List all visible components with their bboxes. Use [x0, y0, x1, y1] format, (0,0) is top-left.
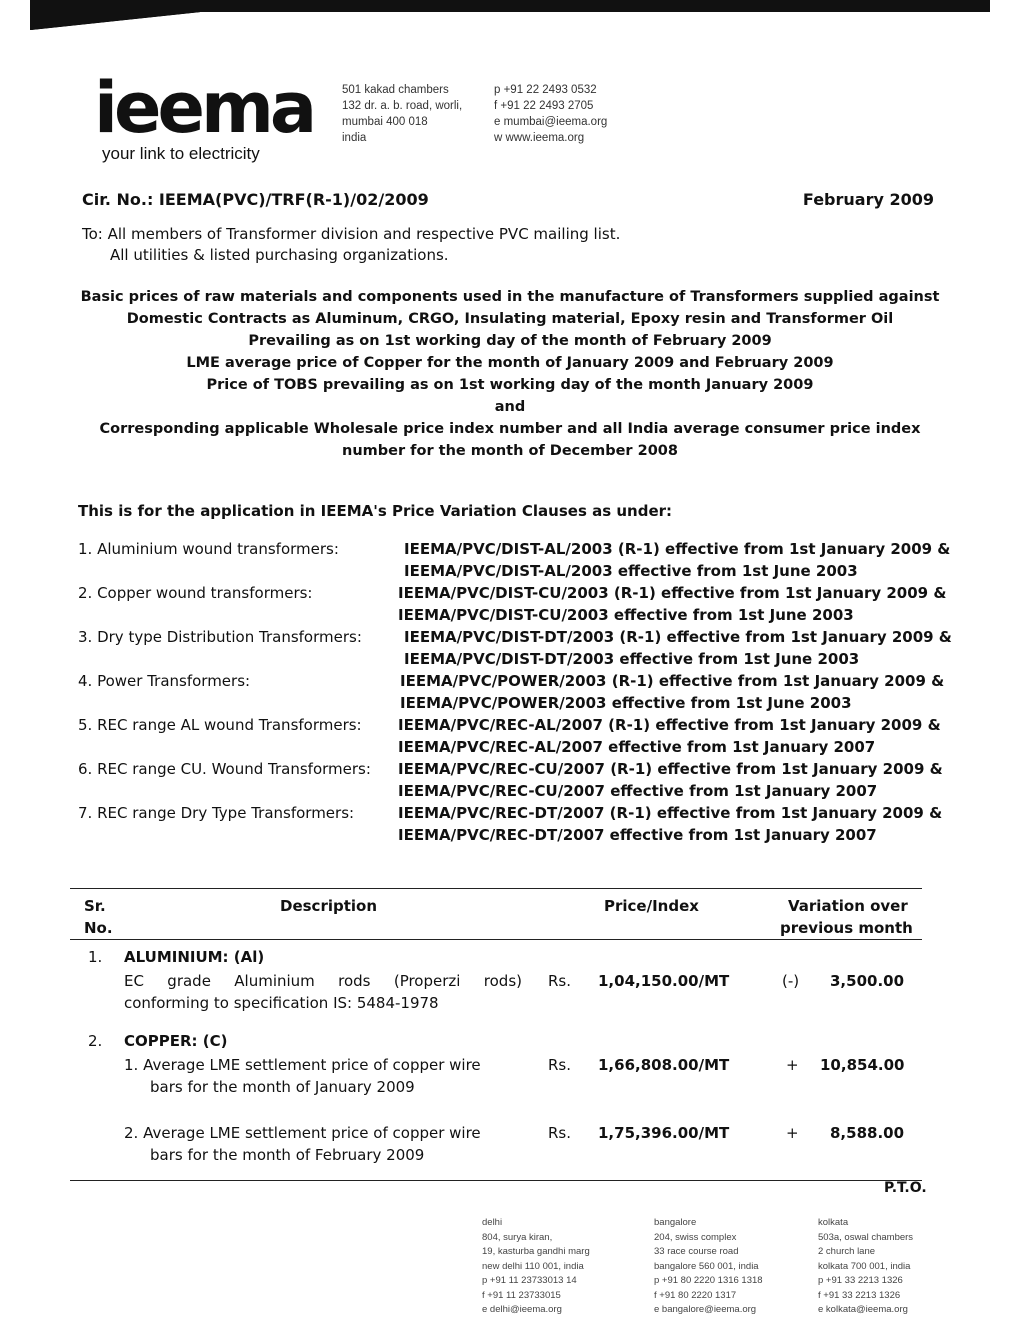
item-description: EC grade Aluminium rods (Properzi rods) [124, 972, 522, 990]
clause-item: 3. Dry type Distribution Transformers: IEEMA/PVC/DIST-DT/2003 (R-1) effective from 1st January 2009 & IEEMA/PVC/DIST-DT/2003 effective from 1st June 2003 [78, 628, 952, 668]
table-section-copper: 2. COPPER: (C) 1. Average LME settlement price of copper wire bars for the month of January 2009 Rs. 1,66,808.00/MT + 10,854.00 [88, 1032, 905, 1096]
scan-corner-shadow [30, 12, 200, 30]
footer-kolkata-office: kolkata 503a, oswal chambers 2 church lane kolkata 700 001, india p +91 33 2213 1326 f +91 33 2213 1326 e kolkata@ieema.org [818, 1216, 913, 1318]
table-section-aluminium: 1. ALUMINIUM: (Al) EC grade Aluminium rods (Properzi rods) conforming to specification IS: 5484-1978 Rs. 1,04,150.00/MT (-) 3,500.00 [88, 948, 905, 1012]
clause-item: 2. Copper wound transformers: IEEMA/PVC/DIST-CU/2003 (R-1) effective from 1st January 2009 & IEEMA/PVC/DIST-CU/2003 effective from 1st June 2003 [78, 584, 947, 624]
footer-delhi-office: delhi 804, surya kiran, 19, kasturba gandhi marg new delhi 110 001, india p +91 11 23733013 14 f +91 11 23733015 e delhi@ieema.org [482, 1216, 590, 1318]
circular-number: Cir. No.: IEEMA(PVC)/TRF(R-1)/02/2009 [82, 190, 429, 209]
email-link[interactable]: e delhi@ieema.org [482, 1304, 562, 1315]
email-link[interactable]: e kolkata@ieema.org [818, 1304, 908, 1315]
table-header [70, 889, 922, 939]
recipients: To: All members of Transformer division and respective PVC mailing list. All utilities & listed purchasing organizations. [82, 225, 621, 264]
logo-tagline: your link to electricity [102, 144, 260, 163]
phone-number: p +91 22 2493 0532 [494, 84, 597, 96]
circular-date: February 2009 [802, 190, 934, 209]
item-description: 2. Average LME settlement price of copper wire [124, 1124, 481, 1142]
table-bottom-rule [70, 1180, 922, 1181]
clause-item: 7. REC range Dry Type Transformers: IEEMA/PVC/REC-DT/2007 (R-1) effective from 1st January 2009 & IEEMA/PVC/REC-DT/2007 effective from 1st January 2007 [78, 804, 943, 844]
item-price: 1,75,396.00/MT [598, 1124, 730, 1142]
header-description: Description [280, 897, 378, 915]
clause-item: 6. REC range CU. Wound Transformers: IEEMA/PVC/REC-CU/2007 (R-1) effective from 1st January 2009 & IEEMA/PVC/REC-CU/2007 effective from 1st January 2007 [78, 760, 943, 800]
header-sr: Sr. [84, 897, 106, 915]
scan-top-edge [30, 0, 990, 12]
header-variation: Variation over [788, 897, 908, 915]
item-description: 1. Average LME settlement price of copper wire [124, 1056, 481, 1074]
clause-item: 5. REC range AL wound Transformers: IEEMA/PVC/REC-AL/2007 (R-1) effective from 1st January 2009 & IEEMA/PVC/REC-AL/2007 effective from 1st January 2007 [78, 716, 941, 756]
item-variation: 8,588.00 [830, 1124, 905, 1142]
email-link[interactable]: e mumbai@ieema.org [494, 116, 608, 128]
item-price: 1,66,808.00/MT [598, 1056, 730, 1074]
section-title: COPPER: (C) [124, 1032, 228, 1050]
header-variation-sub: previous month [780, 919, 913, 937]
mumbai-contacts [494, 82, 607, 146]
mumbai-address: 501 kakad chambers 132 dr. a. b. road, worli, mumbai 400 018 india [342, 84, 463, 144]
table-row-copper-feb: 2. Average LME settlement price of copper wire bars for the month of February 2009 Rs. 1,75,396.00/MT + 8,588.00 [124, 1124, 905, 1164]
clause-item: 4. Power Transformers: IEEMA/PVC/POWER/2003 (R-1) effective from 1st January 2009 & IEEMA/PVC/POWER/2003 effective from 1st June 2003 [78, 672, 945, 712]
item-variation: 10,854.00 [820, 1056, 905, 1074]
clause-item: 1. Aluminium wound transformers: IEEMA/PVC/DIST-AL/2003 (R-1) effective from 1st January 2009 & IEEMA/PVC/DIST-AL/2003 effective from 1st June 2003 [78, 540, 951, 580]
ieema-logo [94, 67, 314, 164]
section-title: ALUMINIUM: (Al) [124, 948, 265, 966]
header-no: No. [84, 919, 113, 937]
footer-bangalore-office: bangalore 204, swiss complex 33 race course road bangalore 560 001, india p +91 80 2220 1316 1318 f +91 80 2220 1317 e bangalore@ieema.org [654, 1216, 763, 1318]
document-heading: Basic prices of raw materials and components used in the manufacture of Transformers supplied against Domestic Contracts as Aluminum, CRGO, Insulating material, Epoxy resin and Transformer Oil Prevailing as on 1st working day of the month of February 2009 LME average price of Copper for the month of January 2009 and February 2009 Price of TOBS prevailing as on 1st working day of the month January 2009 and Corresponding applicable Wholesale price index number and all India average consumer price index number for the month of December 2008 [80, 289, 940, 459]
pvc-clause-list [78, 538, 958, 846]
header-price: Price/Index [604, 897, 699, 915]
intro-text: This is for the application in IEEMA's Price Variation Clauses as under: [78, 502, 673, 520]
website-link[interactable]: w www.ieema.org [494, 132, 585, 144]
fax-number: f +91 22 2493 2705 [494, 100, 594, 112]
item-price: 1,04,150.00/MT [598, 972, 730, 990]
price-table [70, 888, 922, 1181]
logo-wordmark: ieema [94, 67, 314, 149]
item-variation: 3,500.00 [830, 972, 905, 990]
email-link[interactable]: e bangalore@ieema.org [654, 1304, 757, 1315]
pto-marker: P.T.O. [884, 1180, 927, 1196]
